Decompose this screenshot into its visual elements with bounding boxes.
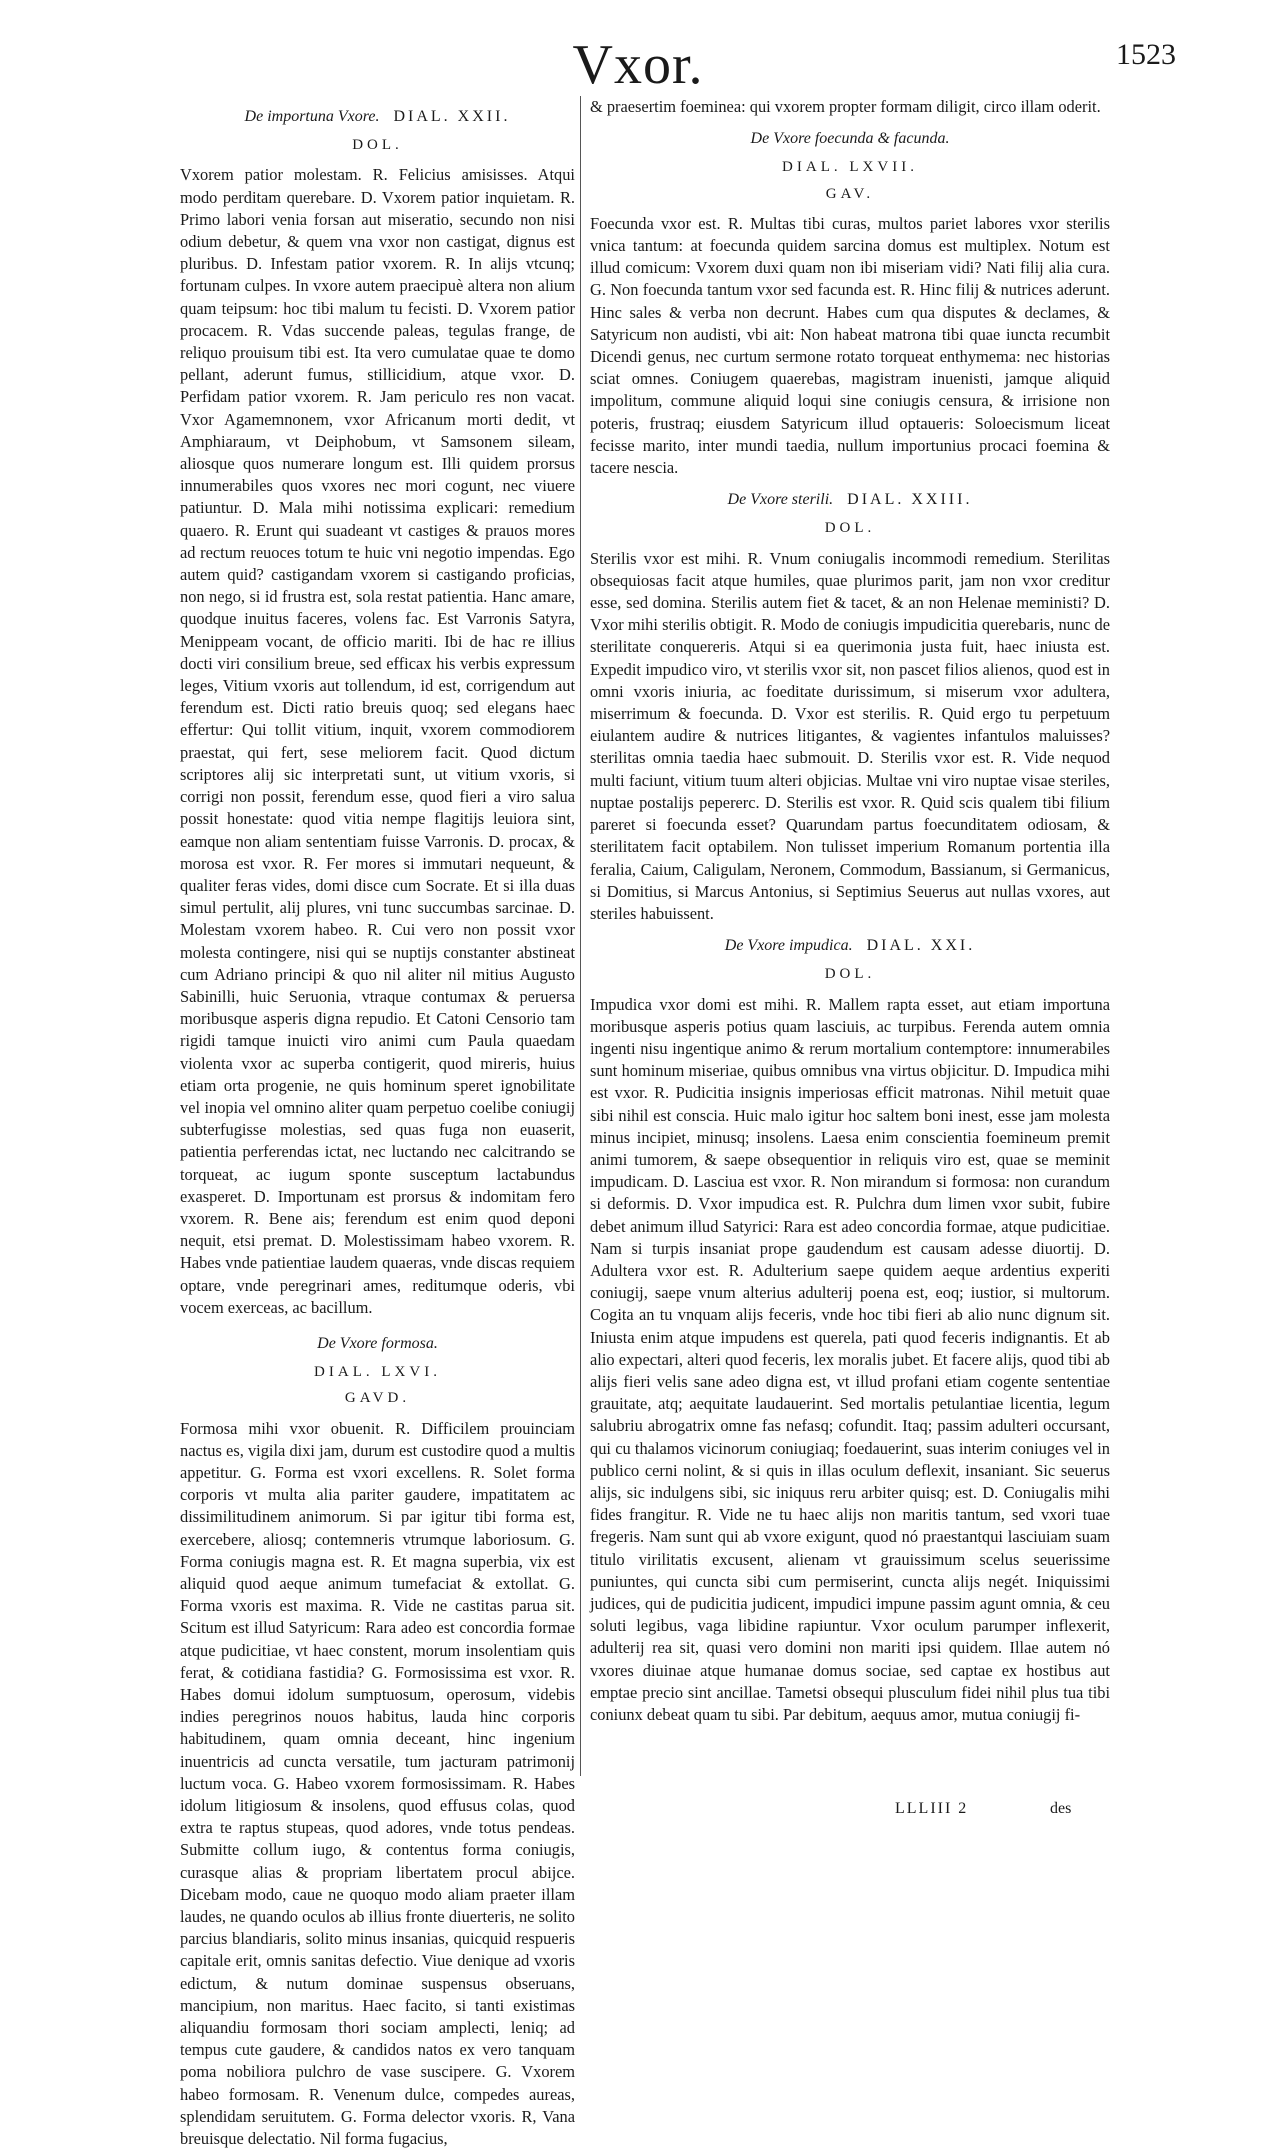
section-title: De Vxore formosa. <box>317 1334 438 1352</box>
speaker-label: DOL. <box>824 966 876 983</box>
dialogue-number: DIAL. XXII. <box>393 108 511 125</box>
speaker-label: GAVD. <box>344 1390 411 1407</box>
section-title: De Vxore impudica. <box>724 937 853 955</box>
section-heading <box>180 106 575 128</box>
signature-mark: LLLIII 2 <box>895 1800 969 1817</box>
dialogue-number: DIAL. LXVI. <box>314 1364 441 1381</box>
continuation-text: & praesertim foeminea: qui vxorem propter formam diligit, circo illam oderit. <box>590 97 1101 116</box>
dialogue-text: Sterilis vxor est mihi. R. Vnum coniugalis incommodi remedium. Sterilitas obsequiosas facit atque humiles, quae plurimos parit, jam non vxor creditur esse, sed domina. Sterilis autem fiet & tacet, & an non Helenae meministi? D. Vxor mihi sterilis obtigit. R. Modo de coniugis impudicitia querebaris, nunc de sterilitate conquereris. Atqui si ea querimonia justa fuit, haec iniusta est. Expedit impudico viro, vt sterilis vxor sit, non pascet filios alienos, quod est in omni vxoris iniuria, ac foeditate durissimum, si miserum vxor adultera, miserrimum & foecunda. D. Vxor est sterilis. R. Quid ergo tu perpetuum eiulantem audire & nutrices litigantes, & vagientes infantulos maluisses? sterilitas omnia taedia haec submouit. D. Sterilis vxor est. R. Vide nequod multi faciunt, vitium tuum alteri objicias. Multae vni viro nuptae visae steriles, nuptae postalijs pepererc. D. Sterilis est vxor. R. Quid scis qualem tibi filium pareret si foecunda esset? Quarundam partus foecunditatem odiosam, & sterilitatem facit optabilem. Non tulisset imperium Romanum portentia illa feralia, Caium, Caligulam, Neronem, Commodum, Bassianum, si Germanicus, si Domitius, si Marcus Antonius, si Septimius Seuerus aut nullas vxores, aut steriles habuissent. <box>590 548 1110 923</box>
speaker-label: GAV. <box>825 185 875 202</box>
page-number: 1523 <box>1116 38 1176 71</box>
speaker-label: DOL. <box>352 137 403 154</box>
dialogue-text: Vxorem patior molestam. R. Felicius amisisses. Atqui modo perditam querebare. D. Vxorem patior inquietam. R. Primo labori venia forsan aut miseratio, secundo non nisi odium debetur, & quem vna vxor non castigat, dignus est pluribus. D. Infestam patior vxorem. R. In alijs vtcunq; fortunam culpes. In vxore autem praecipuè altera non alium quam teipsum: hoc tibi malum tu fecisti. D. Vxorem patior procacem. R. Vdas succende paleas, tegulas frange, de reliquo prouisum tibi est. Ita vero cumulatae quae te domo pellant, aderunt fumus, stillicidium, atque vxor. D. Perfidam patior vxorem. R. Jam periculo res non vacat. Vxor Agamemnonem, vxor Africanum morti dedit, vt Amphiaraum, vt Deiphobum, vt Samsonem sileam, aliosque quos numerare longum est. Illi quidem prorsus innumerabiles quos vxores nec mori cogunt, nec viuere patiuntur. D. Mala mihi notissima explicari: remedium quaero. R. Erunt qui suadeant vt castiges & prauos mores ad rectum reuoces totum te huic vni negotio impendas. Ego autem quid? castigandam vxorem si castigando proficias, non nego, si id frustra est, sola restat patientia. Hanc amare, quodque inuitus faceres, volens fac. Est Varronis Satyra, Menippeam vocant, de officio mariti. Ibi de hac re illius docti viri consilium breue, sed efficax his verbis expressum leges, Vitium vxoris aut tollendum, id est, corrigendum aut ferendum est. Dicti ratio breuis quoq; sed elegans haec effertur: Qui tollit vitium, inquit, vxorem commodiorem praestat, qui fert, sese meliorem facit. Quod dictum scriptores alij sic interpretati sunt, ut vitium vxoris, si corrigi non possit, ferendum esse, quod fieri a viro salua possit honestate: quod vitia nempe flagitijs leuiora sint, eamque non aliam sententiam fuisse Varronis. D. procax, & morosa est vxor. R. Fer mores si immutari nequeunt, & qualiter feras vides, domi disce cum Socrate. Et si illa duas simul pertulit, alij plures, vni tunc succumbas sarcinae. D. Molestam vxorem habeo. R. Cui vero non possit vxor molesta contingere, nisi qui se nuptijs constanter abstineat cum Adriano principi & quo nil aliter nil mitius Augusto Sabinilli, huic Seruonia, vtraque contumax & peruersa moribusque asperis digna repudio. Et Catoni Censorio tam rigidi tamque inuicti viro animi cum Paula quaedam violenta vxor ac superba contigerit, quod mireris, huius etiam orta progenie, ne quis hominum speret ignobilitate vel inopia vel omnino aliter quam perpetuo coelibe coniugij subterfugisse molestias, sed quas fuga non euaserit, patientia perferendas ictat, nec luctando nec calcitrando se torqueat, ac iugum sponte susceptum lactabundus exasperet. D. Importunam est prorsus & indomitam fero vxorem. R. Bene ais; ferendum est enim quod deponi nequit, etsi premat. D. Molestissimam habeo vxorem. R. Habes vnde patientiae laudem quaeras, vnde discas requiem optare, vnde peregrinari ames, reditumque oderis, vbi vocem exerceas, ac bacillum. <box>180 165 575 1317</box>
section-heading <box>590 489 1110 511</box>
running-head: Vxor. <box>572 34 704 96</box>
dialogue-number: DIAL. XXIII. <box>847 491 973 509</box>
section-title: De Vxore foecunda & facunda. <box>750 130 950 148</box>
left-column <box>180 96 575 2150</box>
speaker-label: DOL. <box>824 520 876 537</box>
right-column <box>590 96 1110 1726</box>
column-divider <box>580 96 581 1776</box>
dialogue-number: DIAL. LXVII. <box>782 159 918 176</box>
section-heading <box>590 128 1110 150</box>
page-header <box>0 30 1276 100</box>
section-title: De importuna Vxore. <box>244 108 380 125</box>
dialogue-text: Foecunda vxor est. R. Multas tibi curas, multos pariet labores vxor sterilis vnica tantum: at foecunda quidem sarcina domus est multiplex. Notum est illud comicum: Vxorem duxi quam non ibi miseriam vidi? Nati filij alia cura. G. Non foecunda tantum vxor sed facunda est. R. Hinc filij & nutrices aderunt. Hinc sales & verba non decrunt. Habes cum qua disputes & declames, & Satyricum non audisti, vbi ait: Non habeat matrona tibi quae iuncta recumbit Dicendi genus, nec curtum sermone rotato torqueat enthymema: nec historias sciat omnes. Coniugem quaerebas, magistram inuenisti, jamque aliquid impolitum, commune aliquid loqui sine coniugis censura, & irrisione non poteris, frustraq; eiusdem Satyricum illud optaueris: Soloecismum liceat fecisse marito, inter mundi taedia, nullum importunius procaci foemina & tacere nescia. <box>590 213 1110 478</box>
dialogue-number: DIAL. XXI. <box>866 937 976 955</box>
section-heading <box>590 935 1110 957</box>
section-heading <box>180 1333 575 1355</box>
catchword: des <box>1050 1800 1072 1817</box>
dialogue-text: Impudica vxor domi est mihi. R. Mallem rapta esset, aut etiam importuna moribusque asperis potius quam lasciuis, ac turpibus. Ferenda autem omnia ingenti nisu ingentique animo & rerum mortalium contemptore: innumerabiles sunt hominum miseriae, quibus omnibus vna virtus objicitur. D. Impudica mihi est vxor. R. Pudicitia insignis imperiosas efficit matronas. Nihil metuit quae sibi nihil est conscia. Huic malo igitur hoc saltem boni inest, esse jam molesta minus incipiet, minusq; insolens. Laesa enim conscientia foemineum premit animi tumorem, & saepe obsequentior in reliquis viro est, quae se meminit impudicam. D. Lasciua est vxor. R. Non mirandum si formosa: non curandum si deformis. D. Vxor impudica est. R. Pulchra dum limen vxor subit, fubire debet animum illud Satyrici: Rara est adeo concordia formae, atque pudicitiae. Nam si turpis insaniat prope gaudendum est causam adesse diuortij. D. Adultera vxor est. R. Adulterium saepe quidem aeque ardentius experiti coniugij, saepe vnum alterius adulterij poena est, eoq; iustior, si multorum. Cogita an tu vnquam alijs feceris, vnde hoc tibi fieri ab alio nunc dignum sit. Iniusta enim atque impudens est querela, pati quod feceris indignantis. Et ab alio expectari, alteri quod feceris, lex moralis jubet. Et facere alijs, quod tibi ab alijs fieri velis sane adeo digna est, vt illud profani etiam cogente sententiae grauitate, atq; aequitate laudauerint. Sed mortalis petulantiae licentia, legum salubriu abrogatrix omne fas nefasq; cofundit. Itaq; passim adulteri occursant, qui cu thalamos vicinorum coniugiaq; foedauerint, suas interim coniuges vel in publico cerni nolint, & si quis in illas oculum deflexit, insaniant. Sic seuerus alijs, sic indulgens sibi, sic iniquus reru arbiter quisq; est. D. Coniugalis mihi fides frangitur. R. Vide ne tu haec alijs non maritis tantum, sed vxori tuae fregeris. Nam sunt qui ab vxore exigunt, quod nó praestantqui lasciuiam suam titulo virilitatis excusent, alienam vt grauissimum scelus seuerissime puniuntes, qui cuncta sibi cum permiserint, cuncta alijs negét. Iniquissimi judices, qui de pudicitia judicent, impudici impune passim agunt omnia, & ceu soluti legibus, vaga libidine rapiuntur. Vxor oculum parumper inflexerit, adulterij rea sit, quasi vero domini non mariti ipsi quidem. Illae autem nó vxores diuinae atque humanae domus sociae, sed captae ex hostibus aut emptae precio sint ancillae. Tametsi obsequi plusculum fidei nihil plus tua tibi coniunx debeat quam tu sibi. Par debitum, aequus amor, mutua coniugij fi- <box>590 994 1110 1725</box>
dialogue-text: Formosa mihi vxor obuenit. R. Difficilem prouinciam nactus es, vigila dixi jam, durum est custodire quod a multis appetitur. G. Forma est vxori excellens. R. Solet forma corporis vt multa alia pariter gaudere, impatitatem ac dissimilitudinem animorum. Si par igitur tibi forma est, exercebere, aliosq; contemneris vtrumque laboriosum. G. Forma coniugis magna est. R. Et magna superbia, vix est aliquid quod aeque animum tumefaciat & extollat. G. Forma vxoris est maxima. R. Vide ne castitas parua sit. Scitum est illud Satyricum: Rara adeo est concordia formae atque pudicitiae, vt haec constent, morum insolentiam quis ferat, & cotidiana fastidia? G. Formosissima est vxor. R. Habes domui idolum sumptuosum, operosum, videbis indies peregrinos nouos habitus, lauda hinc corporis habitudinem, quam omnia deceant, hinc ingenium inuentricis ad cuncta versatile, tum jacturam patrimonij luctum voca. G. Habeo vxorem formosissimam. R. Habes idolum litigiosum & insolens, quod effusus colas, quod extra te raptus stupeas, quod adores, vnde totus pendeas. Submitte collum iugo, & contentus forma coniugis, curasque alias & propriam libertatem procul abijce. Dicebam modo, caue ne quoquo modo aliam praeter illam laudes, ne quando oculos ab illius fronte diuerteris, ne solito parcius blandiaris, solito minus insanias, quicquid respueris capitale erit, omnis sanitas defectio. Viue denique ad vxoris edictum, & nutum dominae suspensus obseruans, mancipium, non maritus. Haec facito, si tanti existimas aliquandiu formosam thori sociam amplecti, leniq; ad tempus cute gaudere, & candidos natos ex vero tanquam poma nobiliora pulchro de vase suscipere. G. Vxorem habeo formosam. R. Venenum dulce, compedes aureas, splendidam seruitutem. G. Forma delector vxoris. R, Vana breuisque delectatio. Nil forma fugacius, <box>180 1418 575 2149</box>
section-title: De Vxore sterili. <box>727 491 834 509</box>
